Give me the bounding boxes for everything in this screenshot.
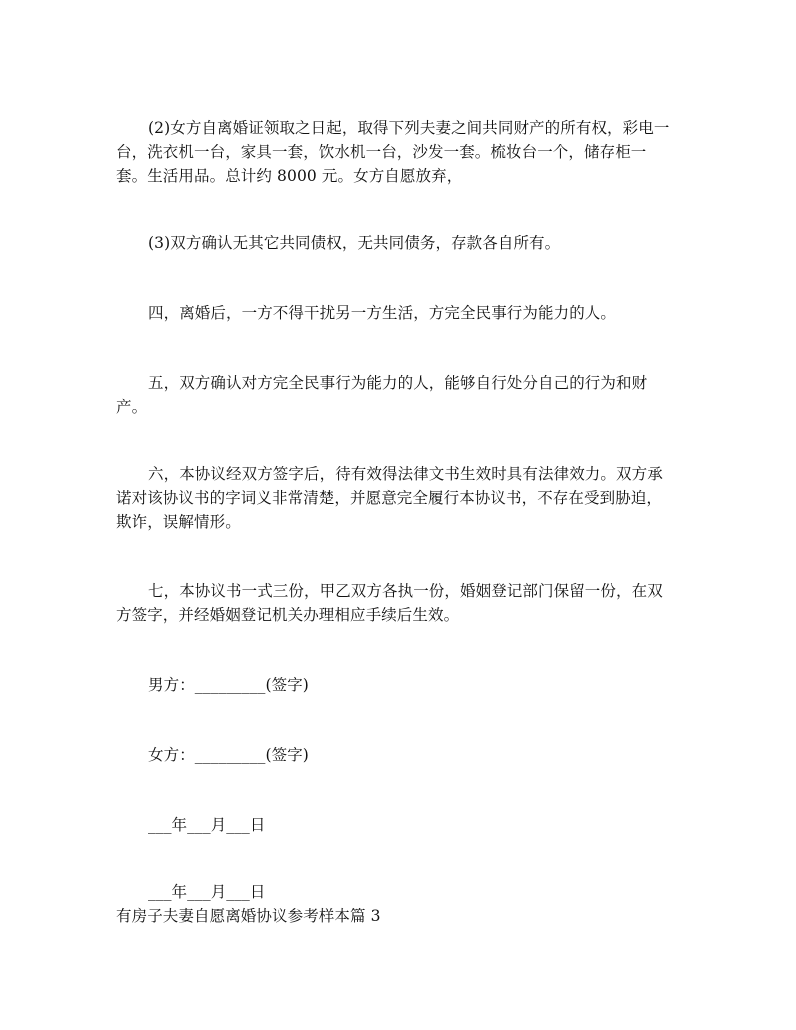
paragraph-5-line-1: 六，本协议经双方签字后，待有效得法律文书生效时具有法律效力。双方承 — [148, 465, 663, 483]
paragraph-5-line-2: 诺对该协议书的字词义非常清楚，并愿意完全履行本协议书，不存在受到胁迫， — [116, 489, 663, 507]
male-signature-line: 男方：_________(签字) — [148, 676, 309, 694]
paragraph-5-line-3: 欺诈，误解情形。 — [116, 513, 241, 531]
paragraph-2-line-1: (3)双方确认无其它共同债权，无共同债务，存款各自所有。 — [148, 234, 561, 252]
paragraph-3-line-1: 四，离婚后，一方不得干扰另一方生活，方完全民事行为能力的人。 — [148, 304, 617, 322]
paragraph-4-line-1: 五，双方确认对方完全民事行为能力的人，能够自行处分自己的行为和财 — [148, 374, 648, 392]
paragraph-4-line-2: 产。 — [116, 398, 148, 416]
date-line-1: ___年___月___日 — [148, 816, 266, 834]
paragraph-1-line-1: (2)女方自离婚证领取之日起，取得下列夫妻之间共同财产的所有权，彩电一 — [148, 119, 670, 137]
next-section-title: 有房子夫妻自愿离婚协议参考样本篇 3 — [116, 907, 381, 925]
paragraph-1-line-2: 台，洗衣机一台，家具一套，饮水机一台，沙发一套。梳妆台一个，储存柜一 — [116, 143, 647, 161]
paragraph-6-line-1: 七，本协议书一式三份，甲乙双方各执一份，婚姻登记部门保留一份，在双 — [148, 582, 663, 600]
paragraph-1-line-3: 套。生活用品。总计约 8000 元。女方自愿放弃， — [116, 167, 463, 185]
female-signature-line: 女方：_________(签字) — [148, 746, 309, 764]
date-line-2: ___年___月___日 — [148, 883, 266, 901]
paragraph-6-line-2: 方签字，并经婚姻登记机关办理相应手续后生效。 — [116, 606, 460, 624]
